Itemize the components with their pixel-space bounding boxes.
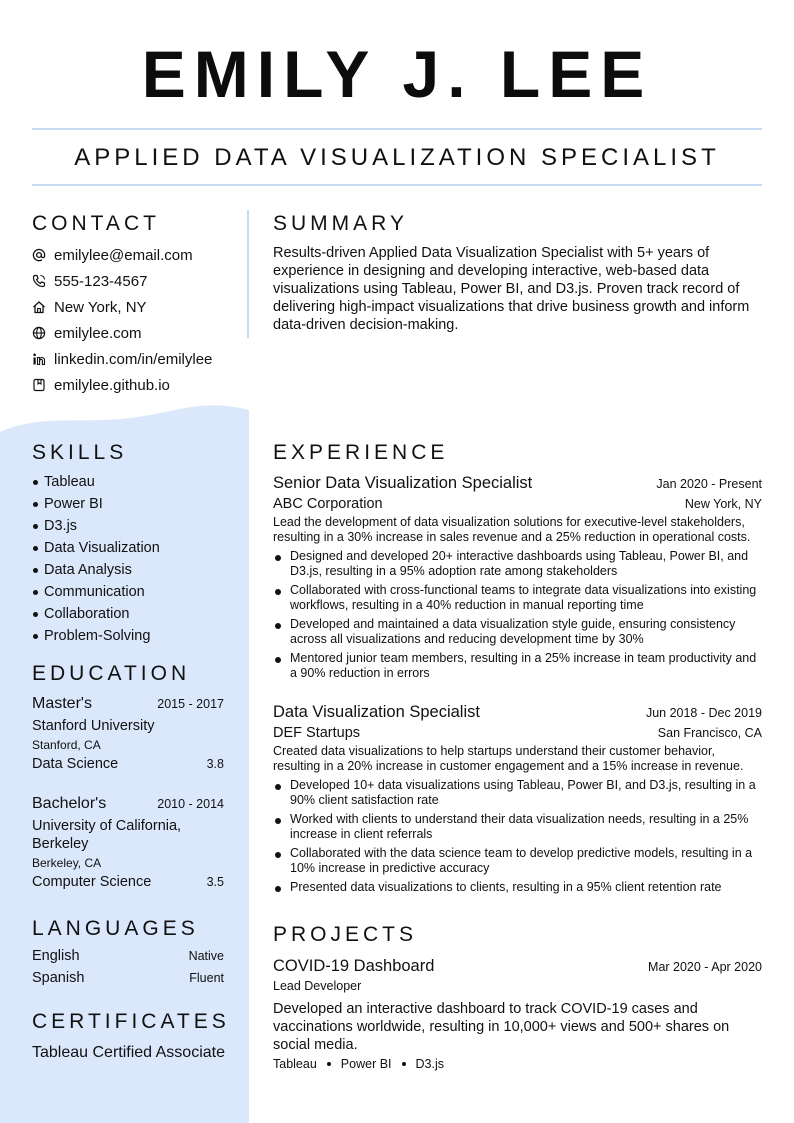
list-item xyxy=(32,471,242,493)
skills-heading: SKILLS xyxy=(32,441,128,464)
school-location: Berkeley, CA xyxy=(32,856,102,870)
bullet-text: Worked with clients to understand their data visualization needs, resulting in a 25% increase in client referrals xyxy=(290,812,749,841)
bullet-icon xyxy=(275,818,281,824)
list-item xyxy=(32,625,242,647)
contact-location xyxy=(32,294,242,320)
project-tag: Power BI xyxy=(340,1057,392,1071)
header-rule-bottom xyxy=(32,184,762,186)
bullet-text: Collaborated with the data science team to develop predictive models, resulting in a 10% increase in predictive accuracy xyxy=(290,846,753,875)
bullet-text: Collaborated with cross-functional teams to integrate data visualizations into existing workflows, resulting in a 40% reduction in manual reporting time xyxy=(290,583,757,612)
summary-text: Results-driven Applied Data Visualization Specialist with 5+ years of experience in designing and developing interactive, web-based data visualizations using Tableau, Power BI, and D3.js. Proven track record of delivering high-impact visualizations that drive business growth and inform data-driven decision-making. xyxy=(273,245,750,333)
contact-website[interactable] xyxy=(32,320,242,346)
contact-list xyxy=(32,242,242,398)
bullet-text: Mentored junior team members, resulting in a 25% increase in team productivity and a 90% reduction in errors xyxy=(290,651,757,680)
list-item xyxy=(273,617,762,647)
education-heading: EDUCATION xyxy=(32,662,191,685)
skills-list xyxy=(32,471,242,647)
bullet-text: Developed 10+ data visualizations using Tableau, Power BI, and D3.js, resulting in a 90% client satisfaction rate xyxy=(290,778,756,807)
job-bullets xyxy=(273,549,762,681)
school: Stanford University xyxy=(32,718,155,734)
project-item xyxy=(273,955,762,1071)
experience-heading: EXPERIENCE xyxy=(273,441,449,464)
gpa: 3.8 xyxy=(206,757,224,771)
list-item xyxy=(273,583,762,613)
bullet-icon xyxy=(33,502,38,507)
list-item xyxy=(32,515,242,537)
job-description: Lead the development of data visualization solutions for executive-level stakeholders, resulting in a 30% increase in sales revenue and a 25% reduction in operational costs. xyxy=(273,515,751,544)
contact-phone-text: 555-123-4567 xyxy=(54,272,148,290)
job-title: APPLIED DATA VISUALIZATION SPECIALIST xyxy=(74,144,720,171)
bullet-text: Designed and developed 20+ interactive dashboards using Tableau, Power BI, and D3.js, resulting in a 95% adoption rate among stakeholders xyxy=(290,549,749,578)
contact-github[interactable] xyxy=(32,372,242,398)
contact-email-text: emilylee@email.com xyxy=(54,246,193,264)
contact-location-text: New York, NY xyxy=(54,298,147,316)
summary-heading: SUMMARY xyxy=(273,212,408,235)
languages-heading: LANGUAGES xyxy=(32,917,199,940)
degree: Bachelor's xyxy=(32,795,107,812)
job-dates: Jan 2020 - Present xyxy=(656,477,762,491)
job-dates: Jun 2018 - Dec 2019 xyxy=(645,706,762,720)
project-description: Developed an interactive dashboard to track COVID-19 cases and vaccinations worldwide, resulting in 10,000+ views and 500+ shares on social media. xyxy=(273,1001,730,1053)
list-item xyxy=(273,846,762,876)
home-icon xyxy=(32,300,46,314)
contact-phone[interactable] xyxy=(32,268,242,294)
language-level: Fluent xyxy=(189,971,224,985)
bullet-icon xyxy=(33,524,38,529)
bullet-text: Presented data visualizations to clients, resulting in a 95% client retention rate xyxy=(290,880,722,894)
bullet-icon xyxy=(275,623,281,629)
skill-label: Power BI xyxy=(44,496,103,512)
skill-label: Data Analysis xyxy=(44,562,132,578)
project-tag: D3.js xyxy=(415,1057,444,1071)
education-item-masters xyxy=(32,693,224,773)
skill-label: D3.js xyxy=(44,518,78,534)
projects-heading: PROJECTS xyxy=(273,923,418,946)
bullet-icon xyxy=(33,612,38,617)
tag-separator-icon xyxy=(402,1062,406,1066)
list-item xyxy=(273,651,762,681)
job-bullets xyxy=(273,778,762,895)
contact-email[interactable] xyxy=(32,242,242,268)
list-item xyxy=(32,537,242,559)
language-name: English xyxy=(32,948,80,964)
language-name: Spanish xyxy=(32,970,85,986)
bullet-icon xyxy=(33,480,38,485)
bullet-icon xyxy=(275,657,281,663)
gpa: 3.5 xyxy=(206,875,224,889)
bullet-icon xyxy=(275,784,281,790)
job-description: Created data visualizations to help startups understand their customer behavior, resulting in a 20% increase in customer engagement and a 15% increase in revenue. xyxy=(273,744,744,773)
bullet-icon xyxy=(33,568,38,573)
bullet-text: Developed and maintained a data visualization style guide, ensuring consistency across all visualizations and reducing development time by 30% xyxy=(290,617,736,646)
project-role: Lead Developer xyxy=(273,979,362,993)
experience-item-senior xyxy=(273,472,762,685)
certificates-heading: CERTIFICATES xyxy=(32,1010,230,1033)
bullet-icon xyxy=(33,546,38,551)
list-item xyxy=(32,559,242,581)
github-icon xyxy=(32,378,46,392)
language-item xyxy=(32,970,224,986)
skill-label: Communication xyxy=(44,584,145,600)
language-level: Native xyxy=(188,949,224,963)
project-tags xyxy=(273,1057,762,1071)
school: University of California, Berkeley xyxy=(32,818,182,852)
contact-linkedin-text: linkedin.com/in/emilylee xyxy=(54,350,213,368)
job-company: DEF Startups xyxy=(273,725,361,741)
list-item xyxy=(273,549,762,579)
education-item-bachelors xyxy=(32,793,224,891)
at-icon xyxy=(32,248,46,262)
job-company: ABC Corporation xyxy=(273,496,383,512)
phone-icon xyxy=(32,274,46,288)
contact-heading: CONTACT xyxy=(32,212,160,235)
experience-item-specialist xyxy=(273,701,762,899)
certificate-item: Tableau Certified Associate xyxy=(32,1044,225,1061)
skill-label: Data Visualization xyxy=(44,540,160,556)
column-divider xyxy=(247,210,249,338)
bullet-icon xyxy=(33,634,38,639)
project-name: COVID-19 Dashboard xyxy=(273,957,435,975)
bullet-icon xyxy=(275,589,281,595)
degree: Master's xyxy=(32,695,92,712)
major: Data Science xyxy=(32,756,119,772)
contact-linkedin[interactable] xyxy=(32,346,242,372)
bullet-icon xyxy=(33,590,38,595)
job-location: New York, NY xyxy=(684,497,762,511)
header-rule-top xyxy=(32,128,762,130)
candidate-name: EMILY J. LEE xyxy=(141,37,653,111)
tag-separator-icon xyxy=(327,1062,331,1066)
list-item xyxy=(32,603,242,625)
bullet-icon xyxy=(275,852,281,858)
job-role: Senior Data Visualization Specialist xyxy=(273,474,533,492)
list-item xyxy=(32,581,242,603)
job-role: Data Visualization Specialist xyxy=(273,703,480,721)
project-dates: Mar 2020 - Apr 2020 xyxy=(648,960,762,974)
degree-years: 2015 - 2017 xyxy=(157,697,224,711)
school-location: Stanford, CA xyxy=(32,738,101,752)
major: Computer Science xyxy=(32,874,152,890)
list-item xyxy=(273,812,762,842)
linkedin-icon xyxy=(32,352,46,366)
language-item xyxy=(32,948,224,964)
job-location: San Francisco, CA xyxy=(657,726,762,740)
project-tag: Tableau xyxy=(273,1057,317,1071)
skill-label: Collaboration xyxy=(44,606,130,622)
list-item xyxy=(273,778,762,808)
list-item xyxy=(32,493,242,515)
bullet-icon xyxy=(275,886,281,892)
skill-label: Problem-Solving xyxy=(44,628,151,644)
degree-years: 2010 - 2014 xyxy=(157,797,224,811)
skill-label: Tableau xyxy=(44,474,95,490)
contact-github-text: emilylee.github.io xyxy=(54,376,170,394)
contact-website-text: emilylee.com xyxy=(54,324,142,342)
bullet-icon xyxy=(275,555,281,561)
list-item xyxy=(273,880,762,895)
globe-icon xyxy=(32,326,46,340)
